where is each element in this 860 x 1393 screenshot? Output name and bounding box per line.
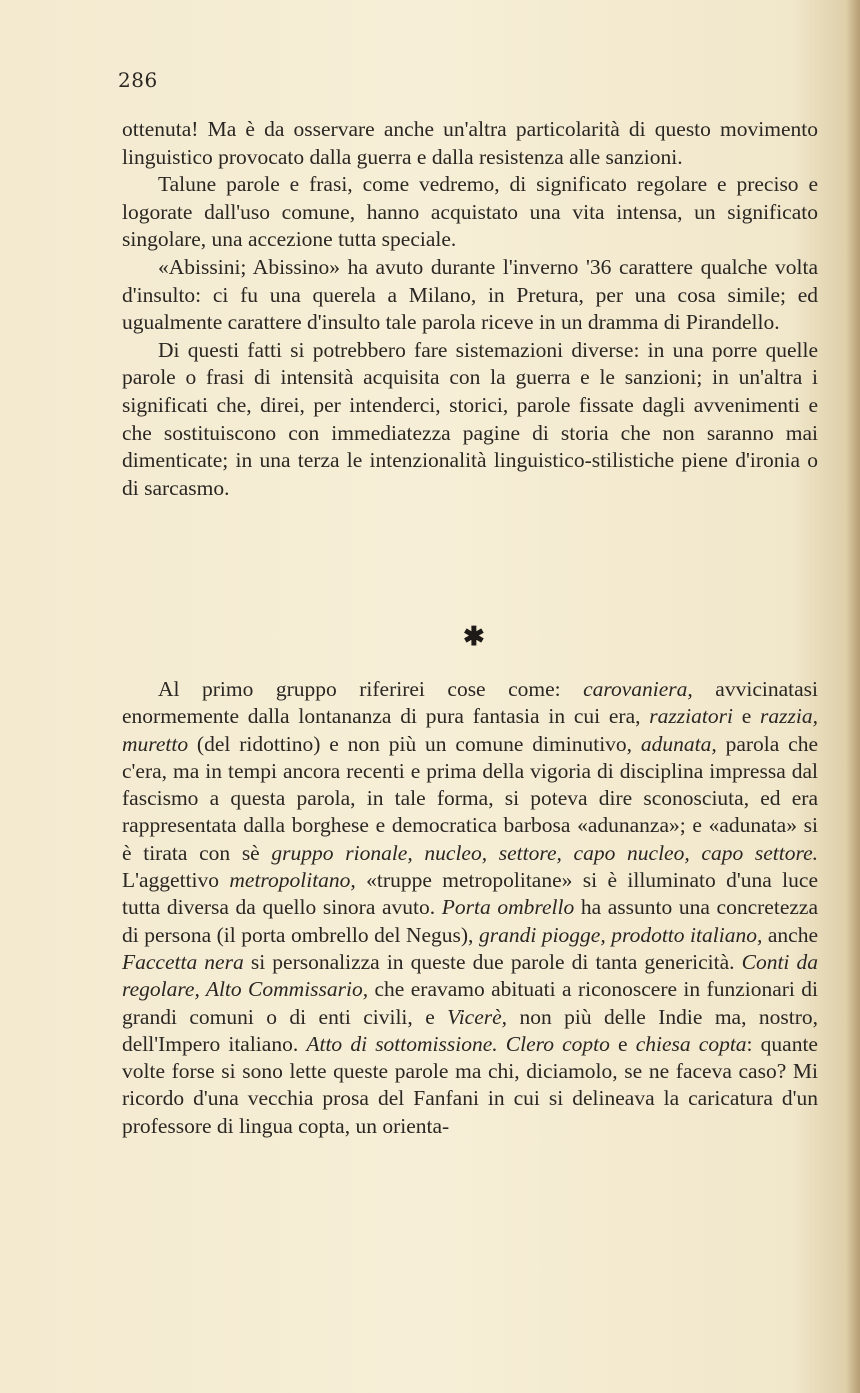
text-run: : quante volte forse si sono lette queste parole ma chi, diciamolo, se ne faceva caso? Mi ricordo d'una vecchia prosa del Fanfani in cui si delineava la caricatura d'un professore di lingua copta, un orienta- [122, 1031, 818, 1138]
paragraph-4: Di questi fatti si potrebbero fare sistemazioni diverse: in una porre quelle parole o frasi di intensità acquisita con la guerra e le sanzioni; in un'altra i significati che, direi, per intenderci, storici, parole fissate dagli avvenimenti e che sostituiscono con immediatezza pagine di storia che non saranno mai dimenticate; in una terza le intenzionalità linguistico-stilistiche piene d'ironia o di sarcasmo. [122, 337, 818, 500]
italic-term: metropolitano, [229, 868, 356, 893]
paragraph-5 [122, 676, 818, 1140]
text-run: si personalizza in queste due parole di tanta genericità. [243, 949, 742, 974]
text-run: «truppe metropolitane» si è illuminato d'una luce tutta diversa da quello sinora avuto. [122, 868, 818, 920]
italic-term: gruppo rionale, nucleo, settore, capo nucleo, capo settore. [271, 840, 818, 865]
text-run: (del ridottino) e non più un comune diminutivo, [188, 731, 641, 756]
italic-term: Vicerè, [447, 1004, 508, 1029]
paragraph-3: «Abissini; Abissino» ha avuto durante l'inverno '36 carattere qualche volta d'insulto: ci fu una querela a Milano, in Pretura, per una cosa simile; ed ugualmente carattere d'insulto tale parola riceve in un dramma di Pirandello. [122, 254, 818, 335]
text-run: e [609, 1031, 636, 1056]
text-run: Al primo gruppo riferirei cose come: [158, 677, 584, 701]
text-run: anche [762, 922, 818, 947]
italic-term: Porta ombrello [441, 895, 575, 920]
italic-term: carovaniera, [583, 677, 693, 701]
italic-term: razzia, muretto [122, 704, 818, 756]
text-section-2 [122, 676, 818, 1140]
page-edge-shadow [846, 0, 860, 1393]
text-run: L'aggettivo [122, 868, 230, 893]
italic-term: Conti da regolare, Alto Commissario, [122, 949, 819, 1002]
text-run: ha assunto una concretezza di persona (il porta ombrello del Negus), [122, 895, 818, 947]
text-run: e [732, 704, 761, 729]
paragraph-1: ottenuta! Ma è da osservare anche un'altra particolarità di questo movimento linguistico provocato dalla guerra e dalla resistenza alle sanzioni. [122, 117, 818, 169]
text-section-1 [122, 116, 818, 502]
italic-term: grandi piogge, prodotto italiano, [478, 922, 763, 947]
page-number: 286 [118, 68, 158, 92]
text-run: avvicinatasi enormemente dalla lontananza di pura fantasia in cui era, [122, 677, 818, 729]
italic-term: Atto di sottomissione. Clero copto [306, 1031, 610, 1056]
text-run: parola che c'era, ma in tempi ancora recenti e prima della vigoria di disciplina impressa dal fascismo a questa parola, in tale forma, si poteva dire sconosciuta, ed era rappresentata dalla borghese e democratica barbosa «adunanza»; e «adunata» si è tirata con sè [122, 731, 818, 865]
paragraph-2: Talune parole e frasi, come vedremo, di significato regolare e preciso e logorate dall'uso comune, hanno acquistato una vita intensa, un significato singolare, una accezione tutta speciale. [122, 172, 818, 252]
text-run: non più delle Indie ma, nostro, dell'Impero italiano. [122, 1004, 818, 1056]
italic-term: adunata, [640, 731, 717, 756]
section-divider-asterisk: ✱ [463, 622, 485, 652]
text-run: che eravamo abituati a riconoscere in funzionari di grandi comuni o di enti civili, e [122, 977, 818, 1029]
italic-term: razziatori [649, 704, 733, 729]
italic-term: Faccetta nera [122, 949, 244, 974]
italic-term: chiesa copta [635, 1031, 747, 1056]
